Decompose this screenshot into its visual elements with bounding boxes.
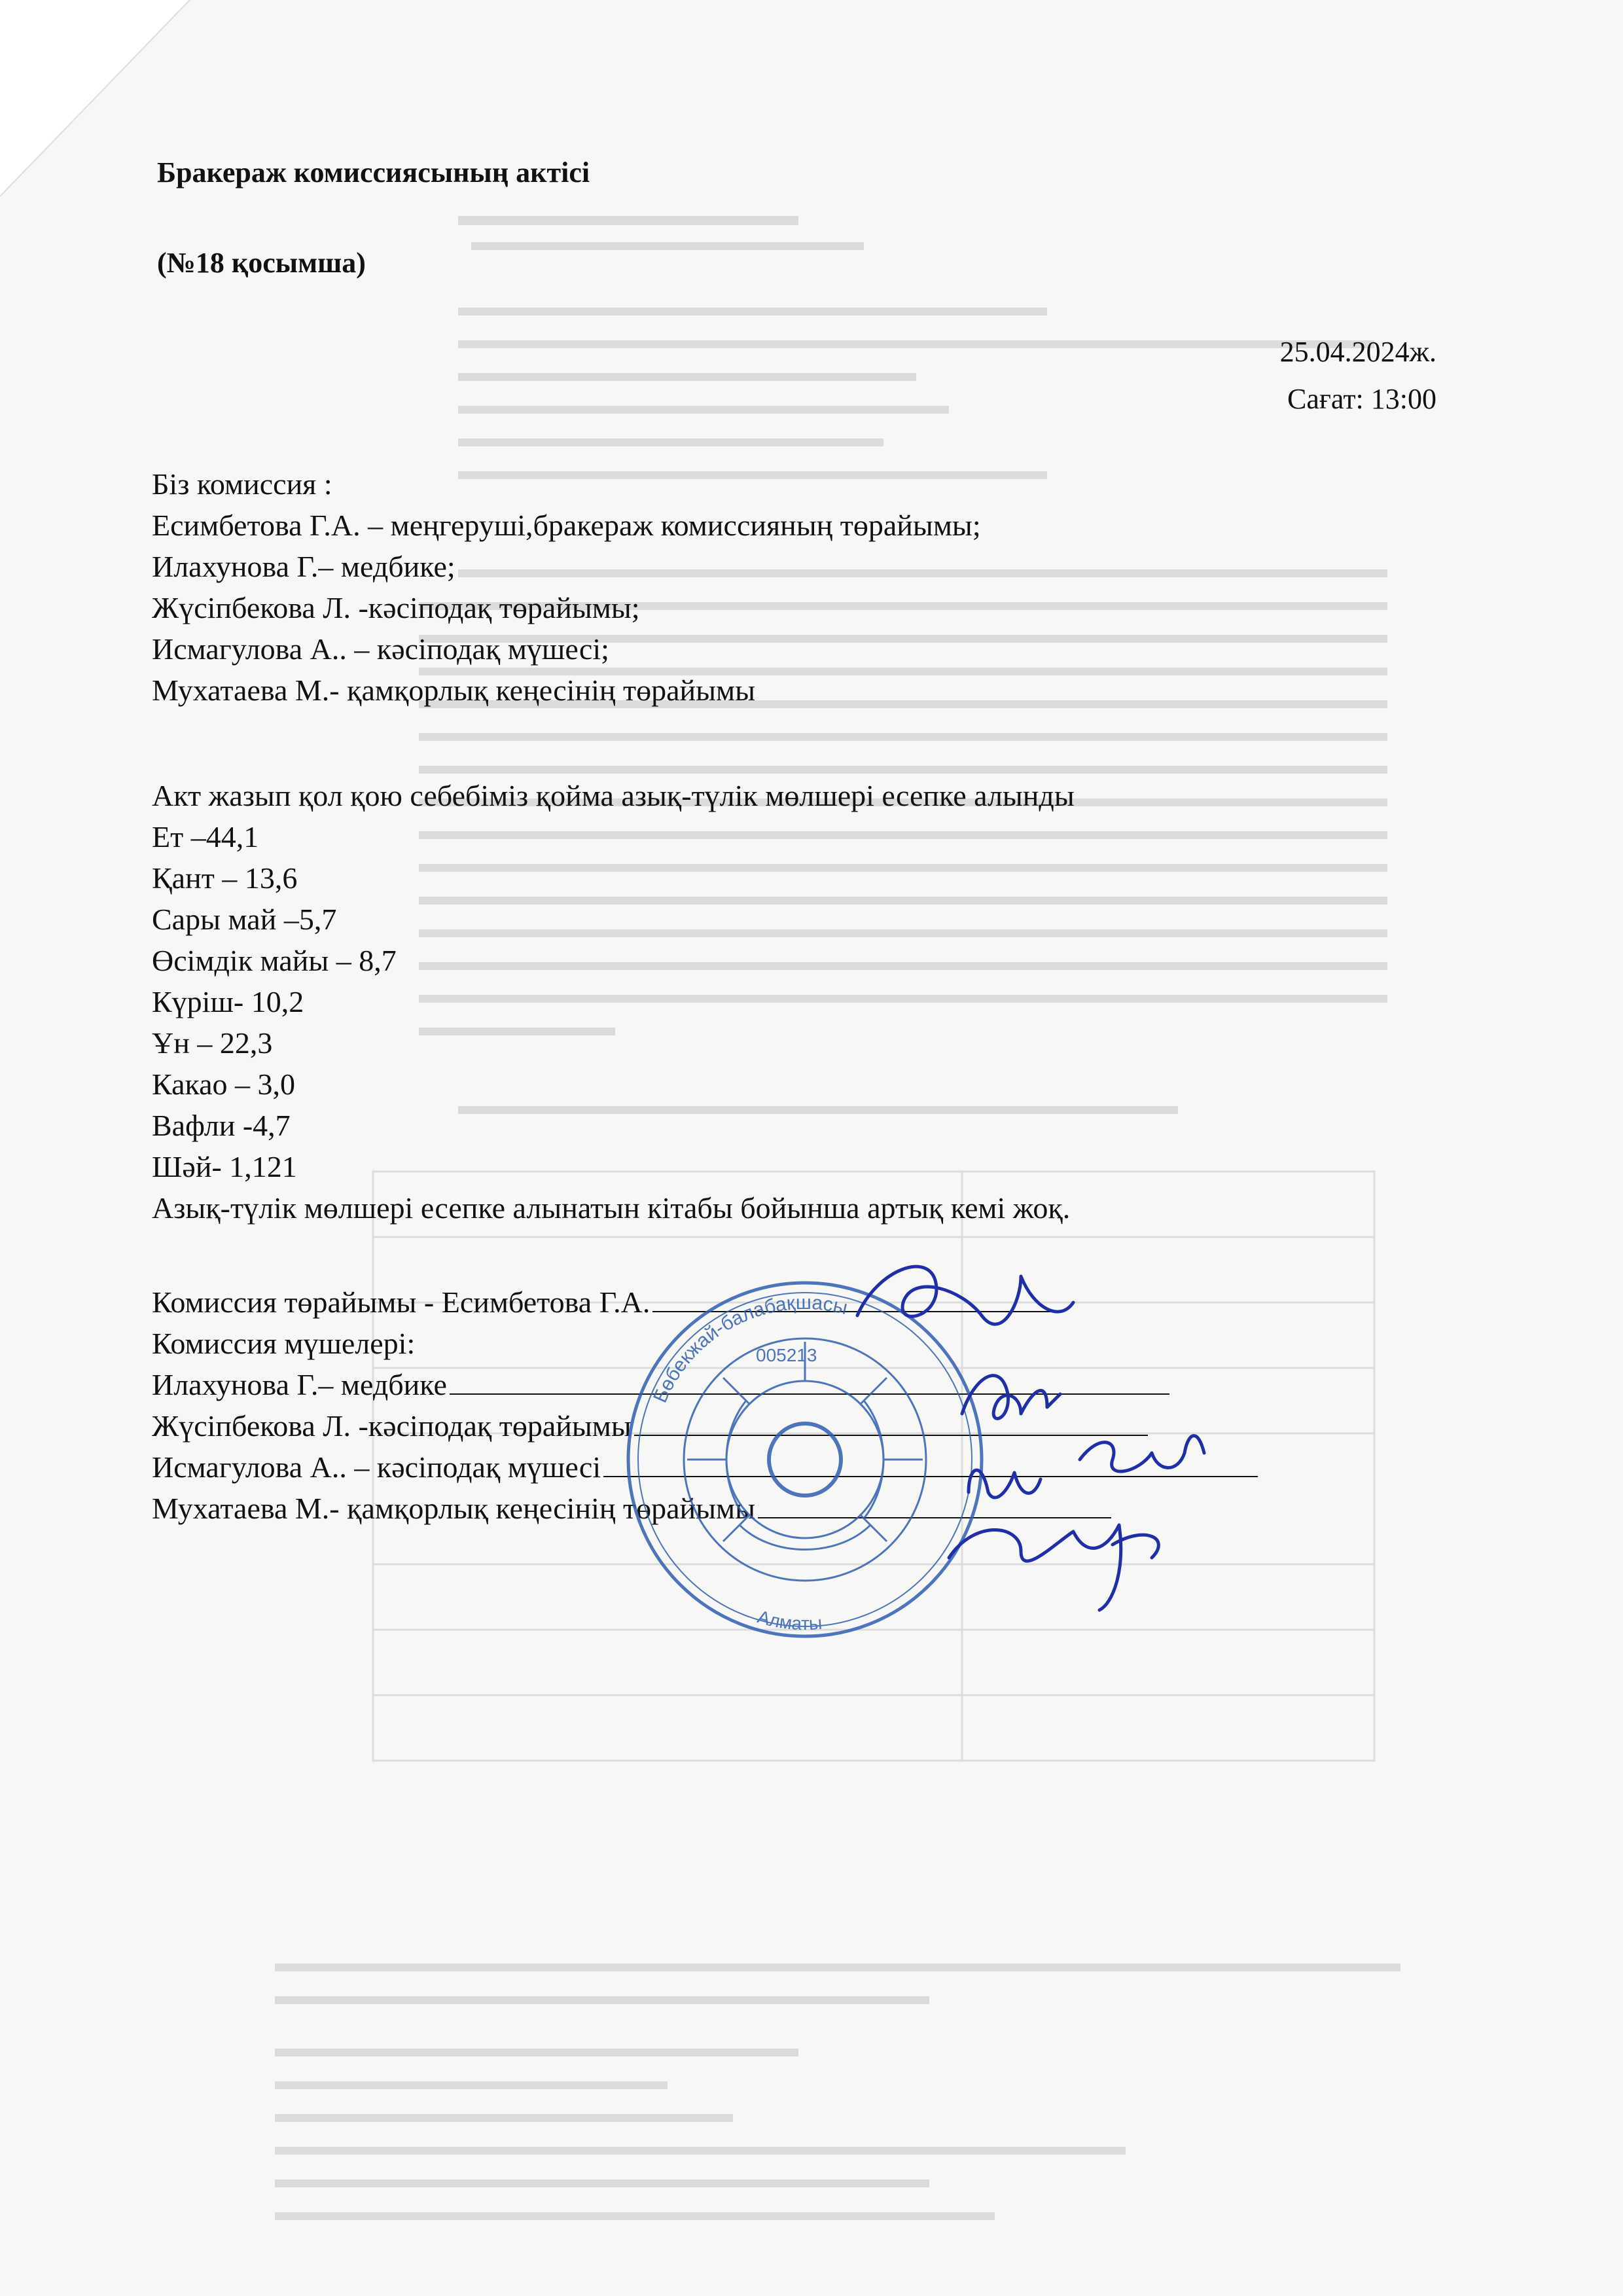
member-label: Мухатаева М.- қамқорлық кеңесінің төрайымы [152,1492,756,1525]
food-item: Вафли -4,7 [152,1109,291,1142]
document-title: Бракераж комиссиясының актісі [157,156,590,188]
chair-label: Комиссия төрайымы - Есимбетова Г.А. [152,1285,651,1319]
food-item: Сары май –5,7 [152,903,337,936]
signature-line [758,1517,1111,1518]
document-subtitle: (№18 қосымша) [157,247,366,279]
signature-line [603,1476,1258,1477]
signature-line [652,1311,1058,1312]
stamp-text-top: Бөбекжай-балабақшасы [649,1291,850,1407]
members-heading: Комиссия мүшелері: [152,1327,416,1360]
member-signature-row [152,1446,1258,1488]
act-section [152,775,1075,1229]
food-item: Шәй- 1,121 [152,1150,297,1183]
member-signature-row [152,1405,1258,1446]
committee-member: Мухатаева М.- қамқорлық кеңесінің төрайымы [152,673,756,707]
stamp-number: 005213 [756,1345,817,1365]
food-item: Қант – 13,6 [152,861,298,895]
food-item: Ұн – 22,3 [152,1026,273,1060]
committee-member: Жүсіпбекова Л. -кәсіподақ төрайымы; [152,591,640,624]
food-item: Өсімдік майы – 8,7 [152,944,397,977]
food-item: Ет –44,1 [152,820,259,853]
member-signature-row [152,1364,1258,1405]
member-label: Исмагулова А.. – кәсіподақ мүшесі [152,1450,601,1484]
document-date: 25.04.2024ж. [1279,336,1436,368]
signature-line [450,1393,1169,1395]
signature-line [634,1435,1148,1436]
food-item: Какао – 3,0 [152,1067,296,1101]
committee-section [152,463,981,711]
document-time: Сағат: 13:00 [1287,383,1436,415]
act-conclusion: Азық-түлік мөлшері есепке алынатын кітабы бойынша артық кемі жоқ. [152,1191,1071,1225]
member-label: Жүсіпбекова Л. -кәсіподақ төрайымы [152,1409,632,1443]
member-signature-row [152,1488,1258,1529]
committee-member: Илахунова Г.– медбике; [152,550,455,583]
committee-member: Есимбетова Г.А. – меңгеруші,бракераж комиссияның төрайымы; [152,509,981,542]
committee-member: Исмагулова А.. – кәсіподақ мүшесі; [152,632,609,666]
member-label: Илахунова Г.– медбике [152,1368,447,1401]
food-item: Күріш- 10,2 [152,985,304,1018]
act-intro: Акт жазып қол қою себебіміз қойма азық-түлік мөлшері есепке алынды [152,779,1075,812]
stamp-text-bottom: Алматы [755,1606,823,1634]
committee-heading: Біз комиссия : [152,467,332,501]
chair-signature-row [152,1282,1258,1323]
signature-section [152,1282,1258,1529]
